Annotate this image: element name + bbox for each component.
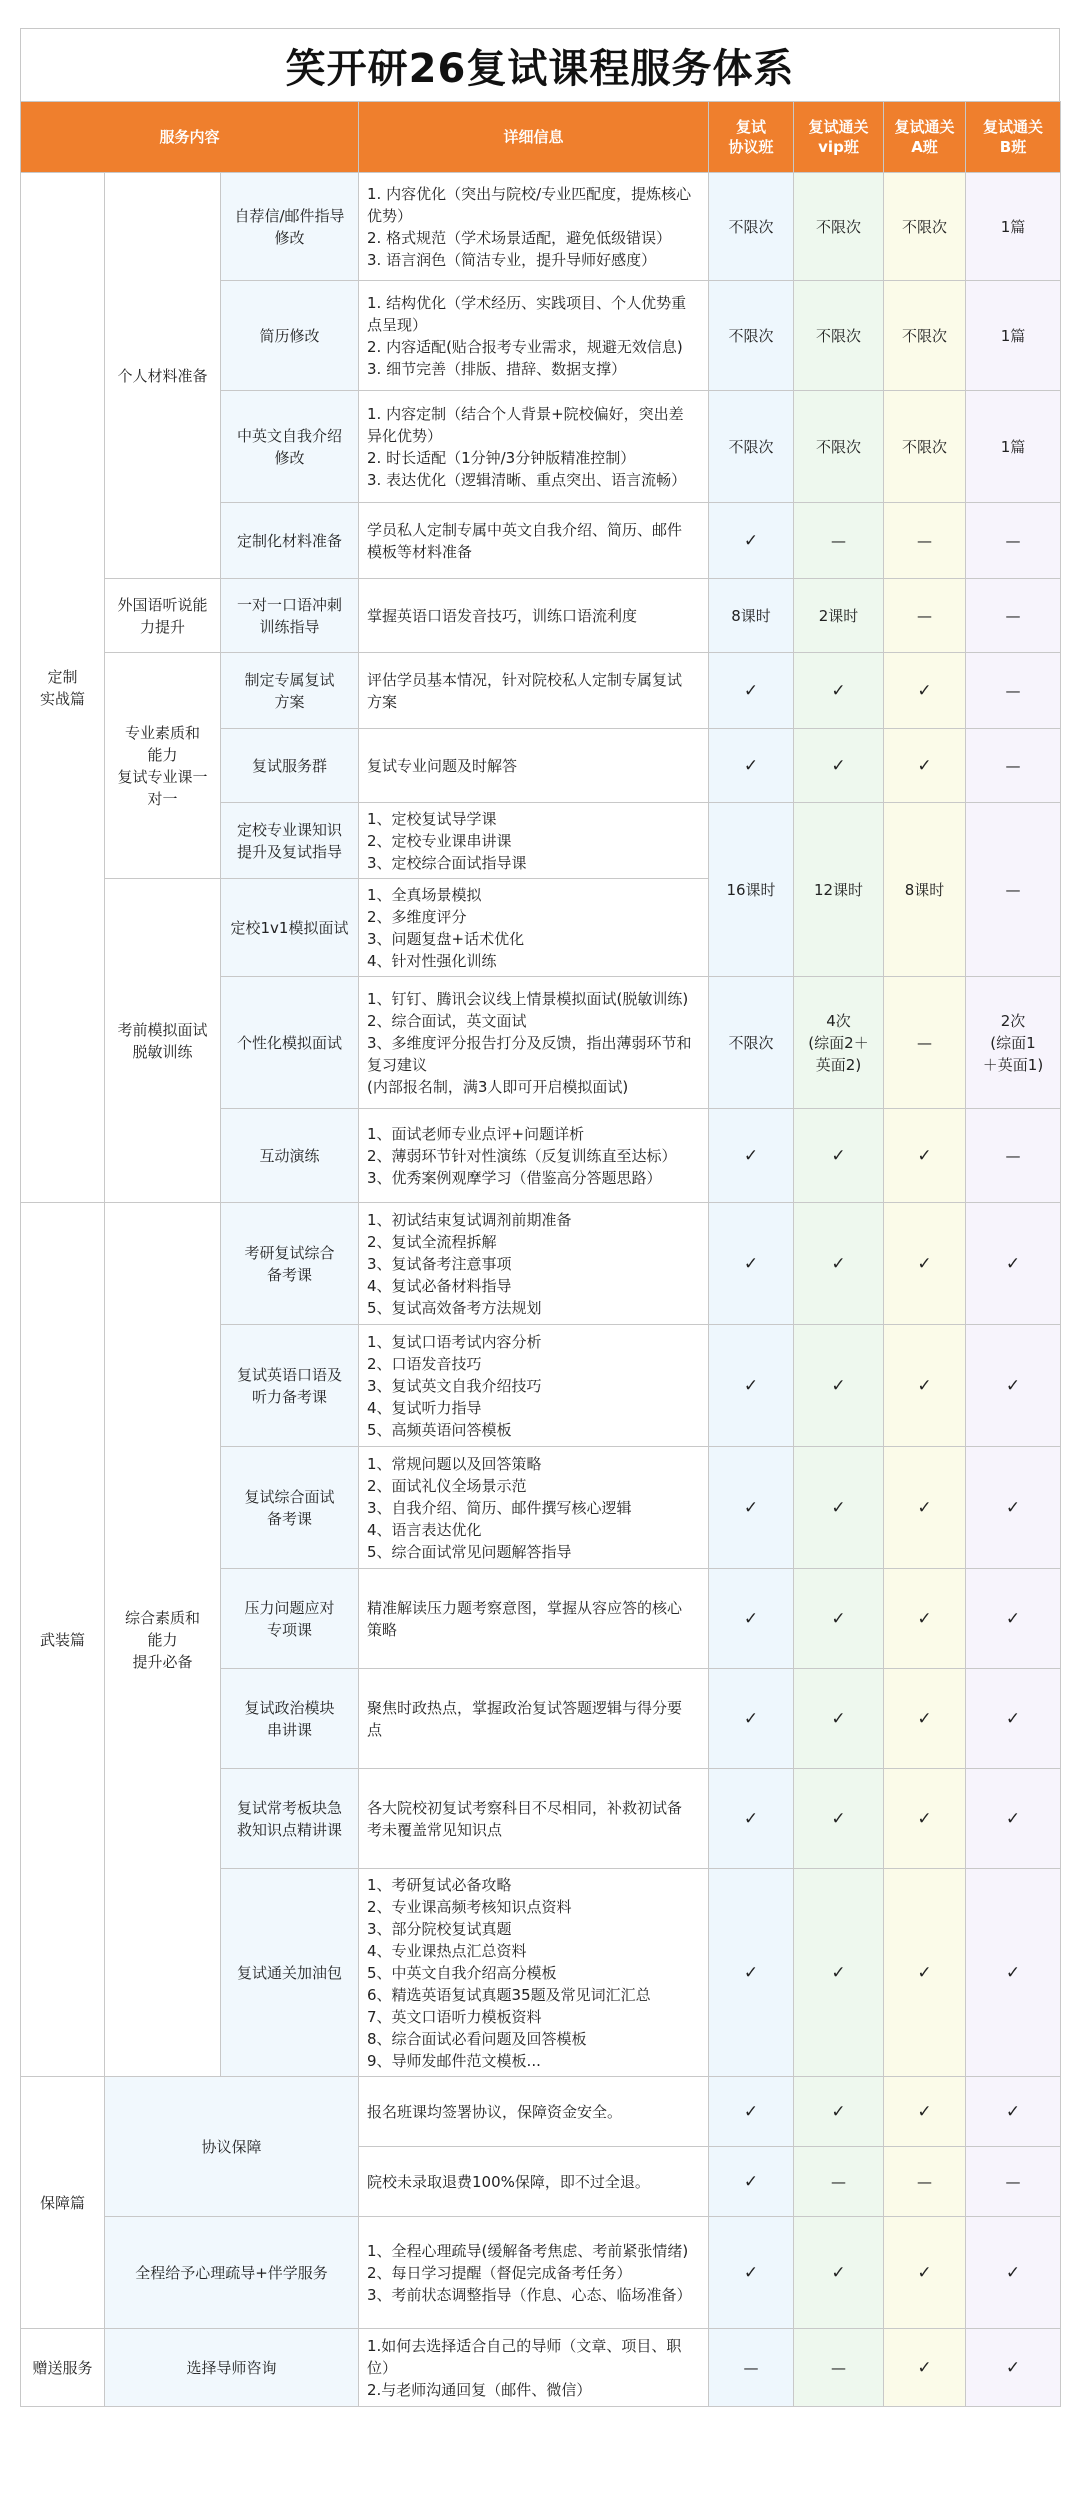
detail-cell: 1、考研复试必备攻略 2、专业课高频考核知识点资料 3、部分院校复试真题 4、专业课热点汇总资料 5、中英文自我介绍高分模板 6、精选英语复试真题35题及常见词汇汇总 7、英文口语听力模板资料 8、综合面试必看问题及回答模板 9、导师发邮件范文模板...	[359, 1869, 709, 2077]
plan-vip-value: —	[794, 2147, 884, 2217]
module-cell: 压力问题应对 专项课	[221, 1569, 359, 1669]
plan-a-value: ✓	[884, 729, 966, 803]
plan-b-value: 2次 (综面1 ＋英面1)	[966, 977, 1061, 1109]
table-row	[21, 1203, 1061, 1325]
section-bonus: 赠送服务	[21, 2329, 105, 2407]
plan-protocol-value: ✓	[709, 1769, 794, 1869]
plan-protocol-value: 不限次	[709, 281, 794, 391]
plan-b-value: 1篇	[966, 173, 1061, 281]
group-foreign-language: 外国语听说能 力提升	[105, 579, 221, 653]
plan-b-value: ✓	[966, 1569, 1061, 1669]
module-cell: 复试综合面试 备考课	[221, 1447, 359, 1569]
detail-cell: 1. 结构优化（学术经历、实践项目、个人优势重 点呈现） 2. 内容适配(贴合报考专业需求，规避无效信息) 3. 细节完善（排版、措辞、数据支撑）	[359, 281, 709, 391]
plan-vip-value: ✓	[794, 1447, 884, 1569]
table-row	[21, 2329, 1061, 2407]
module-cell: 考研复试综合 备考课	[221, 1203, 359, 1325]
plan-vip-value: ✓	[794, 1569, 884, 1669]
plan-a-value: ✓	[884, 653, 966, 729]
plan-vip-value: ✓	[794, 1109, 884, 1203]
plan-vip-value: 不限次	[794, 173, 884, 281]
plan-a-value: 8课时	[884, 803, 966, 977]
header-row	[21, 102, 1061, 173]
detail-cell: 各大院校初复试考察科目不尽相同，补救初试备 考未覆盖常见知识点	[359, 1769, 709, 1869]
detail-cell: 院校未录取退费100%保障，即不过全退。	[359, 2147, 709, 2217]
plan-vip-value: ✓	[794, 729, 884, 803]
module-cell: 复试通关加油包	[221, 1869, 359, 2077]
module-cell: 一对一口语冲刺 训练指导	[221, 579, 359, 653]
table-row	[21, 173, 1061, 281]
plan-a-value: ✓	[884, 2329, 966, 2407]
plan-a-value: 不限次	[884, 281, 966, 391]
detail-cell: 评估学员基本情况，针对院校私人定制专属复试 方案	[359, 653, 709, 729]
detail-cell: 1、全真场景模拟 2、多维度评分 3、问题复盘+话术优化 4、针对性强化训练	[359, 879, 709, 977]
header-detail: 详细信息	[359, 102, 709, 173]
header-plan-protocol: 复试 协议班	[709, 102, 794, 173]
module-cell: 中英文自我介绍 修改	[221, 391, 359, 503]
plan-protocol-value: ✓	[709, 1569, 794, 1669]
plan-a-value: —	[884, 503, 966, 579]
service-sheet	[20, 28, 1060, 2407]
plan-a-value: 不限次	[884, 173, 966, 281]
table-row	[21, 579, 1061, 653]
table-row	[21, 2077, 1061, 2147]
plan-b-value: ✓	[966, 1325, 1061, 1447]
group-mental-support: 全程给予心理疏导+伴学服务	[105, 2217, 359, 2329]
detail-cell: 掌握英语口语发音技巧，训练口语流利度	[359, 579, 709, 653]
detail-cell: 1、常规问题以及回答策略 2、面试礼仪全场景示范 3、自我介绍、简历、邮件撰写核心逻辑 4、语言表达优化 5、综合面试常见问题解答指导	[359, 1447, 709, 1569]
detail-cell: 1、定校复试导学课 2、定校专业课串讲课 3、定校综合面试指导课	[359, 803, 709, 879]
section-custom: 定制 实战篇	[21, 173, 105, 1203]
group-agreement: 协议保障	[105, 2077, 359, 2217]
plan-a-value: —	[884, 977, 966, 1109]
group-personal-materials: 个人材料准备	[105, 173, 221, 579]
service-table	[20, 101, 1061, 2407]
plan-a-value: ✓	[884, 1203, 966, 1325]
plan-protocol-value: 8课时	[709, 579, 794, 653]
module-cell: 定制化材料准备	[221, 503, 359, 579]
plan-b-value: ✓	[966, 1869, 1061, 2077]
group-mock-interview: 考前模拟面试 脱敏训练	[105, 879, 221, 1203]
module-cell: 自荐信/邮件指导 修改	[221, 173, 359, 281]
plan-protocol-value: ✓	[709, 1447, 794, 1569]
plan-b-value: ✓	[966, 2217, 1061, 2329]
module-cell: 复试常考板块急 救知识点精讲课	[221, 1769, 359, 1869]
table-row	[21, 653, 1061, 729]
plan-b-value: ✓	[966, 1203, 1061, 1325]
plan-vip-value: —	[794, 503, 884, 579]
plan-a-value: —	[884, 579, 966, 653]
plan-a-value: ✓	[884, 1769, 966, 1869]
module-cell: 互动演练	[221, 1109, 359, 1203]
group-advisor: 选择导师咨询	[105, 2329, 359, 2407]
plan-a-value: ✓	[884, 1447, 966, 1569]
header-plan-vip: 复试通关 vip班	[794, 102, 884, 173]
plan-b-value: 1篇	[966, 281, 1061, 391]
plan-b-value: —	[966, 2147, 1061, 2217]
plan-vip-value: ✓	[794, 1669, 884, 1769]
plan-protocol-value: ✓	[709, 1869, 794, 2077]
plan-vip-value: 不限次	[794, 281, 884, 391]
plan-vip-value: ✓	[794, 1325, 884, 1447]
detail-cell: 报名班课均签署协议，保障资金安全。	[359, 2077, 709, 2147]
module-cell: 复试英语口语及 听力备考课	[221, 1325, 359, 1447]
detail-cell: 学员私人定制专属中英文自我介绍、简历、邮件 模板等材料准备	[359, 503, 709, 579]
plan-a-value: ✓	[884, 1109, 966, 1203]
plan-b-value: ✓	[966, 2077, 1061, 2147]
plan-protocol-value: 16课时	[709, 803, 794, 977]
plan-a-value: ✓	[884, 1569, 966, 1669]
plan-b-value: ✓	[966, 1769, 1061, 1869]
plan-protocol-value: 不限次	[709, 977, 794, 1109]
detail-cell: 1. 内容优化（突出与院校/专业匹配度，提炼核心 优势） 2. 格式规范（学术场景适配，避免低级错误） 3. 语言润色（简洁专业，提升导师好感度）	[359, 173, 709, 281]
module-cell: 复试服务群	[221, 729, 359, 803]
plan-protocol-value: ✓	[709, 1109, 794, 1203]
detail-cell: 1、面试老师专业点评+问题详析 2、薄弱环节针对性演练（反复训练直至达标） 3、优秀案例观摩学习（借鉴高分答题思路）	[359, 1109, 709, 1203]
plan-vip-value: 12课时	[794, 803, 884, 977]
module-cell: 简历修改	[221, 281, 359, 391]
plan-protocol-value: ✓	[709, 2147, 794, 2217]
module-cell: 定校专业课知识 提升及复试指导	[221, 803, 359, 879]
plan-vip-value: ✓	[794, 2077, 884, 2147]
plan-vip-value: ✓	[794, 2217, 884, 2329]
detail-cell: 1、复试口语考试内容分析 2、口语发音技巧 3、复试英文自我介绍技巧 4、复试听力指导 5、高频英语问答模板	[359, 1325, 709, 1447]
detail-cell: 复试专业问题及时解答	[359, 729, 709, 803]
module-cell: 定校1v1模拟面试	[221, 879, 359, 977]
plan-protocol-value: ✓	[709, 1325, 794, 1447]
table-row	[21, 2217, 1061, 2329]
module-cell: 制定专属复试 方案	[221, 653, 359, 729]
group-comprehensive: 综合素质和 能力 提升必备	[105, 1203, 221, 2077]
plan-b-value: —	[966, 653, 1061, 729]
plan-b-value: —	[966, 579, 1061, 653]
plan-a-value: ✓	[884, 1669, 966, 1769]
module-cell: 个性化模拟面试	[221, 977, 359, 1109]
plan-protocol-value: ✓	[709, 1669, 794, 1769]
detail-cell: 1、钉钉、腾讯会议线上情景模拟面试(脱敏训练) 2、综合面试，英文面试 3、多维度评分报告打分及反馈，指出薄弱环节和 复习建议 (内部报名制，满3人即可开启模拟面试)	[359, 977, 709, 1109]
plan-vip-value: 不限次	[794, 391, 884, 503]
plan-protocol-value: 不限次	[709, 391, 794, 503]
plan-protocol-value: ✓	[709, 503, 794, 579]
detail-cell: 1.如何去选择适合自己的导师（文章、项目、职 位） 2.与老师沟通回复（邮件、微信）	[359, 2329, 709, 2407]
group-professional: 专业素质和 能力 复试专业课一 对一	[105, 653, 221, 879]
section-guarantee: 保障篇	[21, 2077, 105, 2329]
detail-cell: 1. 内容定制（结合个人背景+院校偏好，突出差 异化优势） 2. 时长适配（1分钟/3分钟版精准控制） 3. 表达优化（逻辑清晰、重点突出、语言流畅）	[359, 391, 709, 503]
detail-cell: 1、全程心理疏导(缓解备考焦虑、考前紧张情绪) 2、每日学习提醒（督促完成备考任务） 3、考前状态调整指导（作息、心态、临场准备）	[359, 2217, 709, 2329]
detail-cell: 聚焦时政热点，掌握政治复试答题逻辑与得分要 点	[359, 1669, 709, 1769]
plan-protocol-value: ✓	[709, 729, 794, 803]
plan-protocol-value: ✓	[709, 653, 794, 729]
plan-vip-value: ✓	[794, 1869, 884, 2077]
plan-a-value: —	[884, 2147, 966, 2217]
plan-vip-value: —	[794, 2329, 884, 2407]
plan-protocol-value: —	[709, 2329, 794, 2407]
detail-cell: 1、初试结束复试调剂前期准备 2、复试全流程拆解 3、复试备考注意事项 4、复试必备材料指导 5、复试高效备考方法规划	[359, 1203, 709, 1325]
plan-b-value: —	[966, 1109, 1061, 1203]
plan-b-value: —	[966, 503, 1061, 579]
plan-vip-value: ✓	[794, 1203, 884, 1325]
plan-protocol-value: ✓	[709, 2077, 794, 2147]
plan-vip-value: 2课时	[794, 579, 884, 653]
plan-vip-value: ✓	[794, 653, 884, 729]
header-plan-a: 复试通关 A班	[884, 102, 966, 173]
plan-b-value: 1篇	[966, 391, 1061, 503]
header-service: 服务内容	[21, 102, 359, 173]
plan-b-value: ✓	[966, 1447, 1061, 1569]
plan-vip-value: 4次 (综面2＋ 英面2)	[794, 977, 884, 1109]
plan-b-value: ✓	[966, 1669, 1061, 1769]
detail-cell: 精准解读压力题考察意图，掌握从容应答的核心 策略	[359, 1569, 709, 1669]
plan-b-value: ✓	[966, 2329, 1061, 2407]
plan-a-value: ✓	[884, 1869, 966, 2077]
plan-a-value: ✓	[884, 2077, 966, 2147]
plan-b-value: —	[966, 803, 1061, 977]
plan-vip-value: ✓	[794, 1769, 884, 1869]
plan-protocol-value: ✓	[709, 1203, 794, 1325]
plan-b-value: —	[966, 729, 1061, 803]
plan-a-value: ✓	[884, 1325, 966, 1447]
module-cell: 复试政治模块 串讲课	[221, 1669, 359, 1769]
plan-protocol-value: ✓	[709, 2217, 794, 2329]
header-plan-b: 复试通关 B班	[966, 102, 1061, 173]
plan-a-value: ✓	[884, 2217, 966, 2329]
plan-protocol-value: 不限次	[709, 173, 794, 281]
section-armed: 武装篇	[21, 1203, 105, 2077]
plan-a-value: 不限次	[884, 391, 966, 503]
page-title: 笑开研26复试课程服务体系	[20, 28, 1060, 101]
